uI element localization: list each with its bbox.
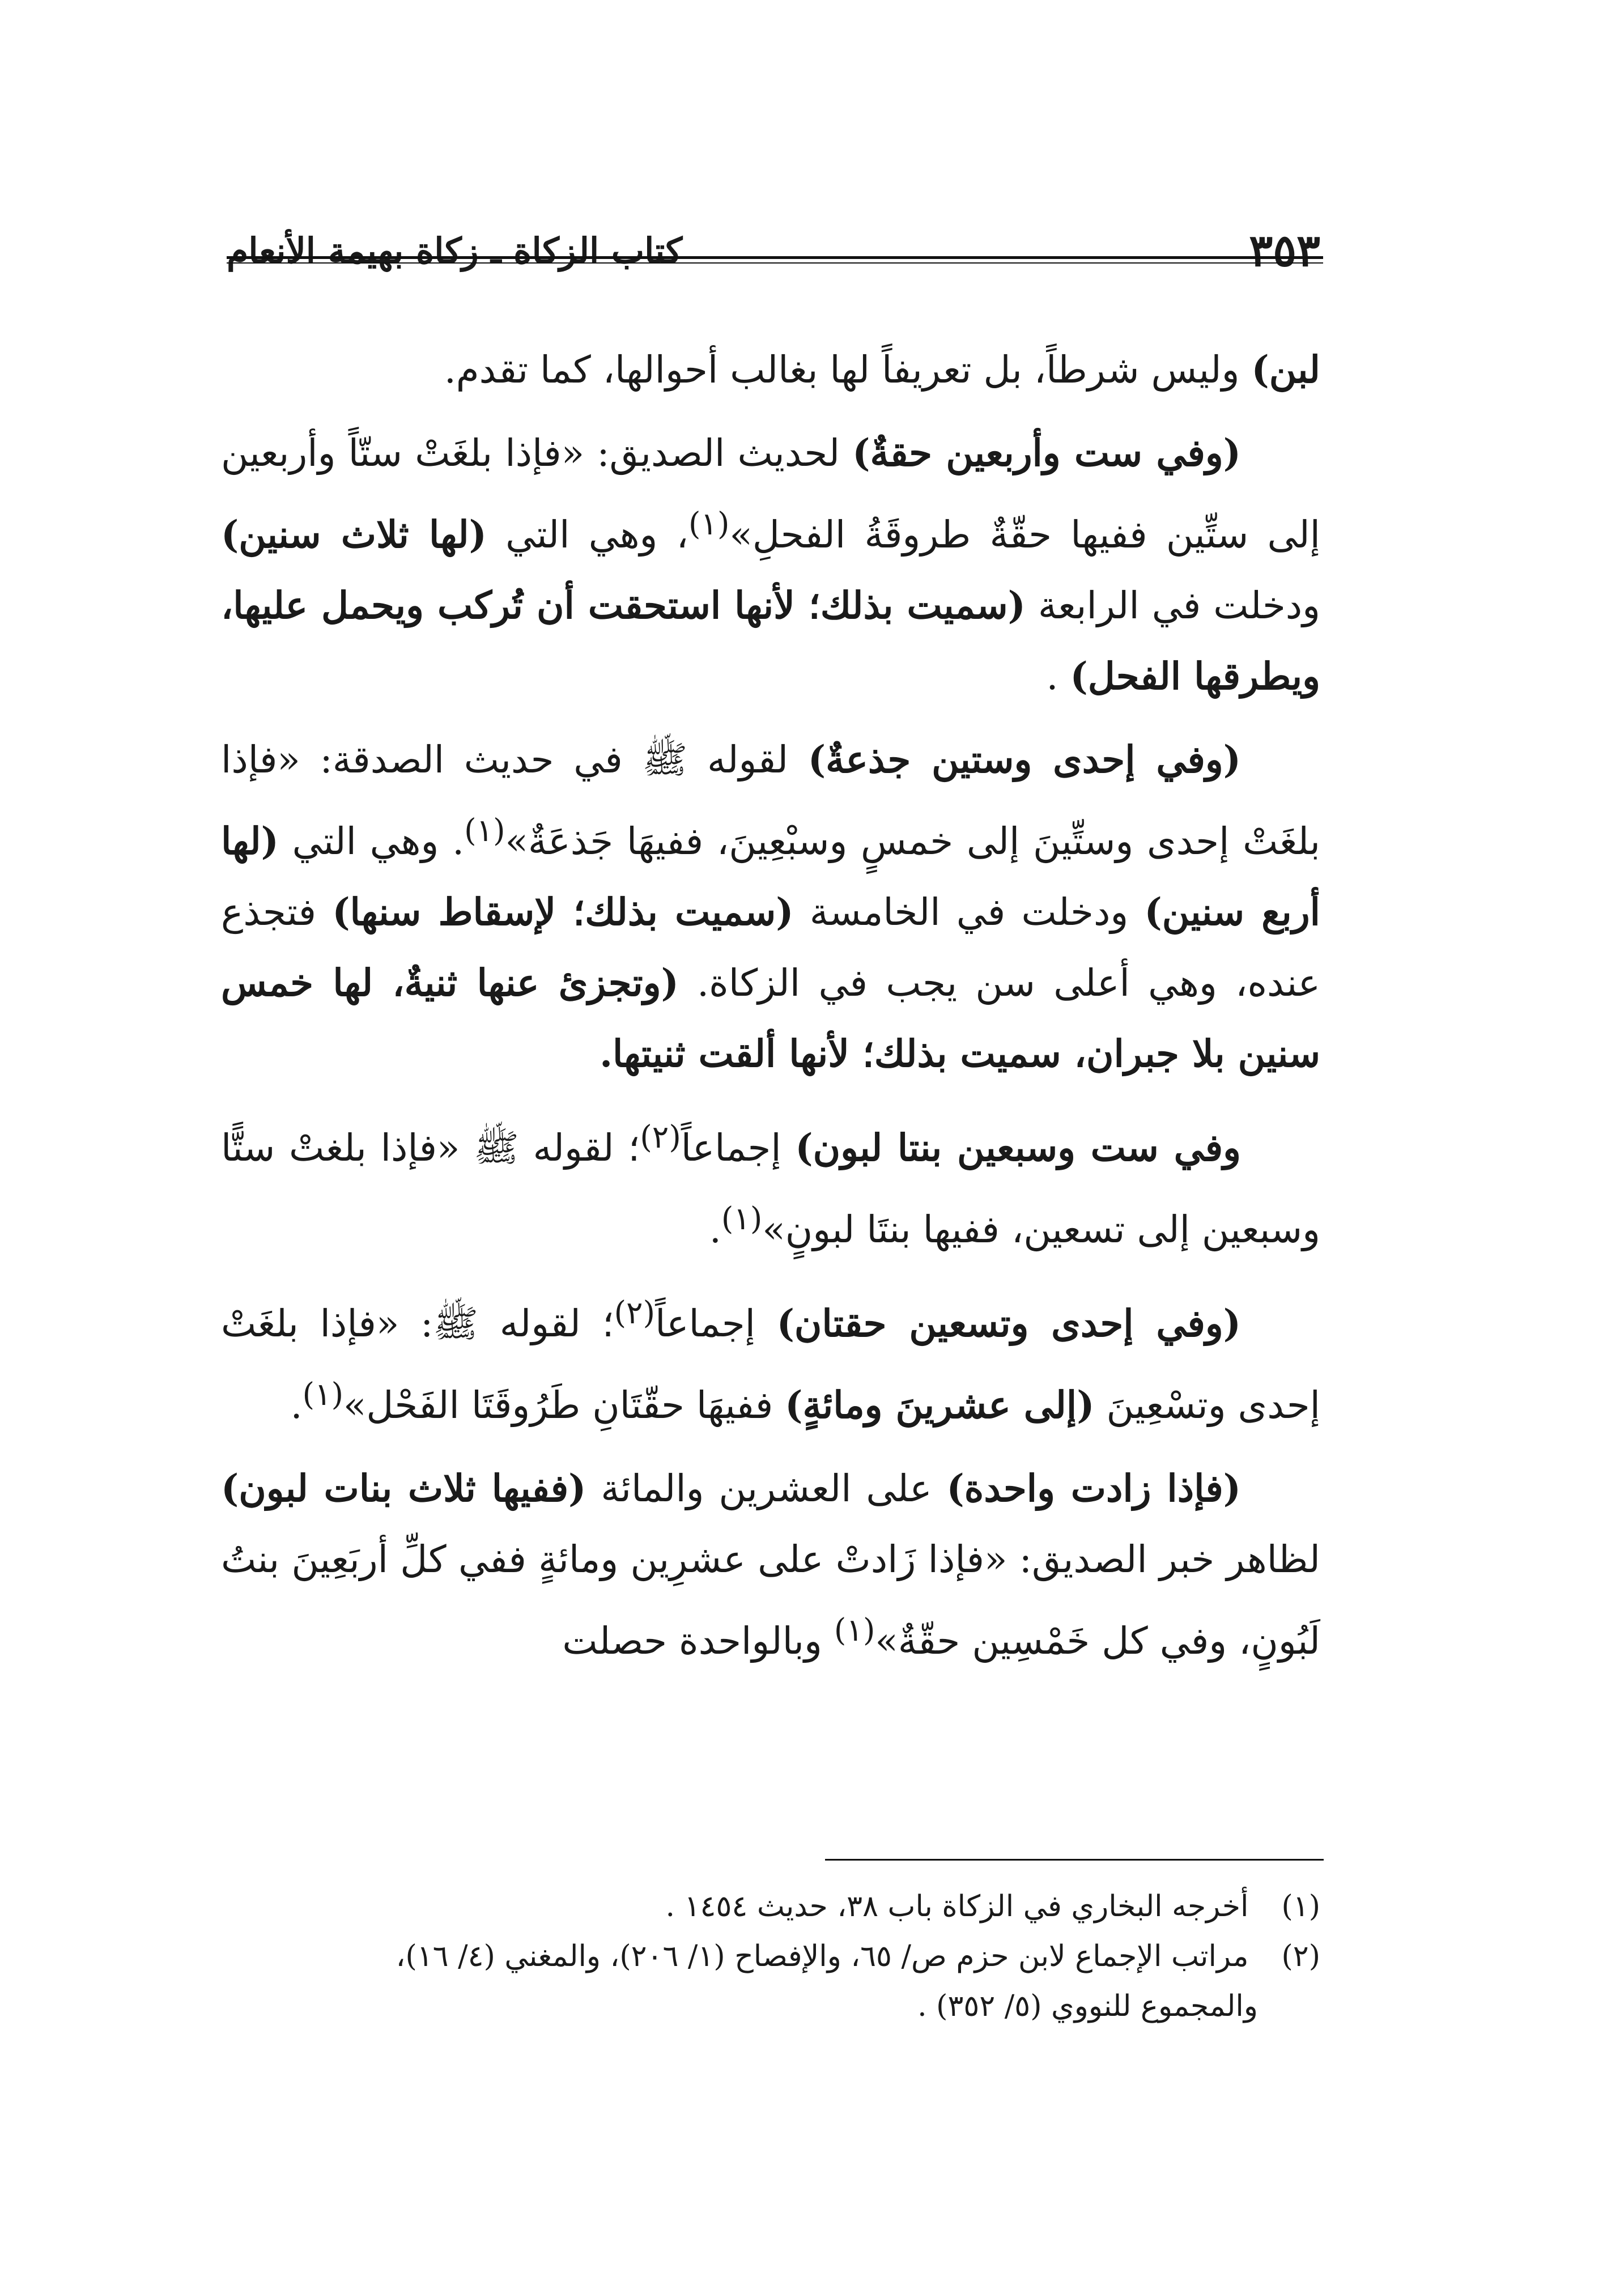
text-run: (وفي إحدى وتسعين حقتان) [776,1301,1241,1345]
footnote-ref: (٢) [640,1119,681,1155]
footnote-number: (١) [1281,1889,1320,1923]
text-run: على العشرين والمائة [586,1467,947,1510]
footnote-ref: (١) [834,1612,875,1648]
text-run: لحديث الصديق: «فإذا بلغَتْ ستّاً وأربعين إلى ستِّين ففيها حقّةٌ طروقَةُ الفحلِ» [221,431,1320,557]
paragraph-5 [221,1277,1320,1441]
text-run: (لها أربع سنين) [221,819,1320,934]
page-number: ٣٥٣ [1249,225,1320,277]
footnote-separator [825,1859,1324,1861]
text-run: فتجذع عنده، وهي أعلى سن يجب في الزكاة. [221,890,1320,1005]
paragraph-1 [221,334,1320,405]
text-run: (إلى عشرينَ ومائةٍ) [785,1383,1095,1427]
footnote-text: مراتب الإجماع لابن حزم ص/ ٦٥، والإفصاح (١/ ٢٠٦)، والمغني (٤/ ١٦)، [396,1939,1249,1973]
text-run: ودخلت في الخامسة [793,890,1145,934]
footnote-2 [221,1931,1320,1981]
footnote-number: (٢) [1281,1939,1320,1973]
text-run: لقوله ﷺ في حديث الصدقة: «فإذا بلغَتْ إحدى وستِّينَ إلى خمسٍ وسبْعِينَ، ففيهَا جَذعَةٌ» [221,738,1320,863]
text-run: (ففيها ثلاث بنات لبون) [221,1466,586,1510]
footnote-ref: (١) [688,506,730,542]
text-run: وفي ست وسبعين بنتا لبون) [795,1126,1241,1170]
footnote-ref: (١) [721,1200,763,1237]
text-run: . [1046,655,1070,698]
text-run: إجماعاً [655,1302,777,1345]
text-run: (سميت بذلك؛ لأنها استحقت أن تُركب ويحمل عليها، ويطرقها الفحل) [221,583,1320,698]
text-run: ، وهي التي [486,513,688,557]
text-run: ودخلت في الرابعة [1025,584,1320,627]
text-run: وليس شرطاً، بل تعريفاً لها بغالب أحوالها، كما تقدم. [444,348,1252,392]
text-run: لبن) [1251,347,1320,392]
text-run: ؛ لقوله ﷺ «فإذا بلغتْ ستًّا وسبعين إلى تسعين، ففيها بنتَا لبونٍ» [221,1126,1320,1251]
paragraph-6 [221,1453,1320,1676]
page-header [227,220,1320,282]
text-run: وبالواحدة حصلت [562,1619,834,1663]
paragraph-3 [221,724,1320,1089]
text-run: لظاهر خبر الصديق: «فإذا زَادتْ على عشرِين ومائةٍ ففي كلِّ أربَعِينَ بنتُ لَبُونٍ، وفي كل خَمْسِين حقّةٌ» [221,1538,1320,1663]
footnote-text: أخرجه البخاري في الزكاة باب ٣٨، حديث ١٤٥٤ . [665,1889,1249,1923]
text-run: (وفي ست وأربعين حقةٌ) [852,431,1241,475]
paragraph-2 [221,418,1320,712]
header-rule [227,256,1323,264]
footnote-1 [221,1882,1320,1931]
footnote-ref: (١) [302,1376,344,1412]
text-run: (لها ثلاث سنين) [221,512,487,557]
text-run: إجماعاً [681,1126,796,1170]
text-run: (وفي إحدى وستين جذعةٌ) [807,737,1241,782]
text-run: ففيهَا حقّتَانِ طَرُوقَتَا الفَحْل» [343,1383,785,1427]
main-text [221,334,1320,1689]
text-run: . [709,1208,721,1251]
footnote-ref: (١) [464,812,505,848]
text-run: (وتجزئ عنها ثنيةٌ، لها خمس سنين بلا جبران، سميت بذلك؛ لأنها ألقت ثنيتها. [221,961,1320,1076]
text-run: ؛ لقوله ﷺ: «فإذا بلغَتْ إحدى وتسْعِينَ [221,1302,1320,1427]
text-run: . [290,1383,303,1427]
running-title: كتاب الزكاة ـ زكاة بهيمة الأنعام [227,230,683,271]
text-run: (فإذا زادت واحدة) [946,1466,1242,1510]
footnotes [221,1882,1320,2031]
paragraph-4 [221,1102,1320,1265]
text-run: (سميت بذلك؛ لإسقاط سنها) [332,890,794,934]
footnote-2-continuation: والمجموع للنووي (٥/ ٣٥٢) . [917,1989,1258,2023]
footnote-ref: (٢) [614,1294,656,1331]
text-run: . وهي التي [278,819,465,863]
